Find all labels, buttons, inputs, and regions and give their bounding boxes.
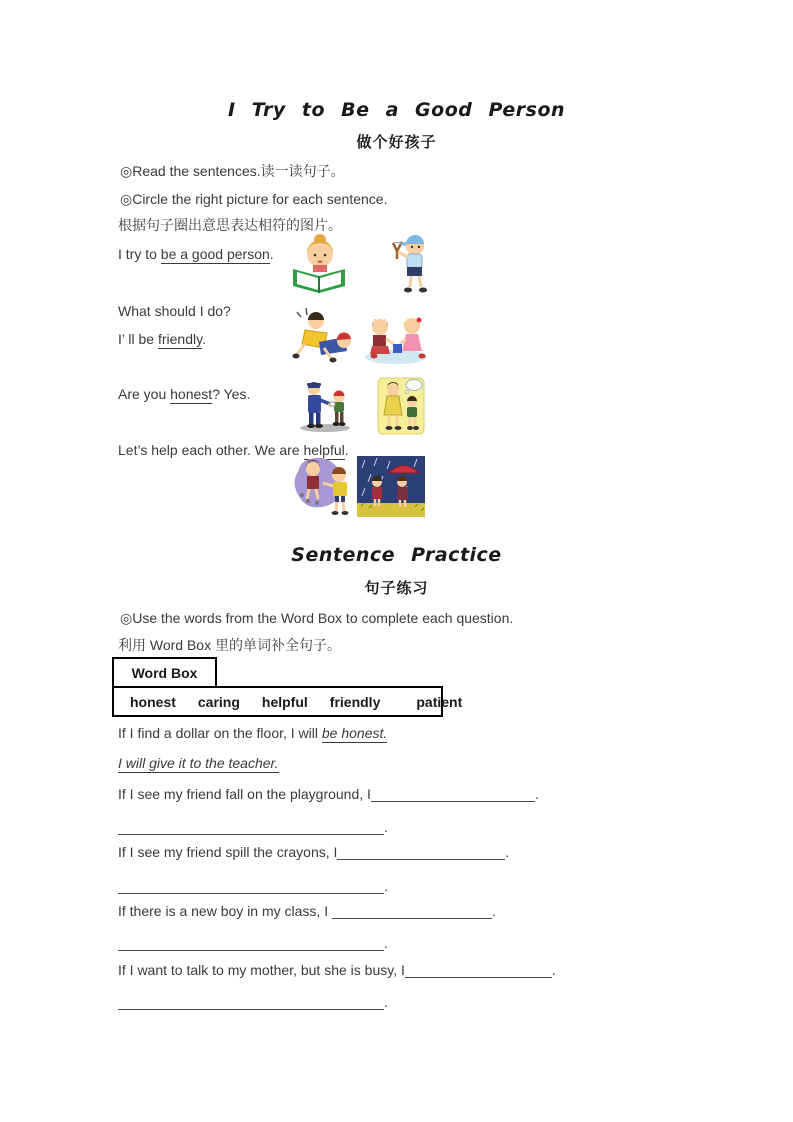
sentence-3 — [118, 385, 250, 403]
question-1-period: . — [534, 786, 539, 802]
question-1 — [118, 785, 539, 803]
kids-teasing-picture[interactable] — [291, 453, 354, 517]
sentence-3-underlined: honest — [170, 386, 213, 402]
question-1-continuation-period: . — [384, 819, 388, 835]
question-3-continuation-period: . — [384, 935, 388, 951]
word-friendly: friendly — [329, 693, 381, 710]
example-before: If I find a dollar on the floor, I will — [118, 725, 322, 741]
question-4-period: . — [551, 962, 556, 978]
question-3-period: . — [491, 903, 496, 919]
lesson-subtitle-zh: 做个好孩子 — [356, 134, 437, 151]
girl-reading-book-picture[interactable] — [287, 231, 351, 293]
example-answer: be honest. — [321, 725, 388, 741]
sentence-2-underlined: friendly — [157, 331, 203, 347]
word-box-list — [112, 686, 463, 717]
sentence-2-question: What should I do? — [118, 303, 231, 319]
question-2-text: If I see my friend spill the crayons, I — [118, 844, 338, 860]
sentence-2-after: . — [202, 331, 206, 347]
sentence-4-underlined: helpful — [303, 442, 345, 458]
instruction-read: ◎Read the sentences.读一读句子。 — [120, 163, 345, 179]
word-box-label: Word Box — [131, 664, 198, 681]
sentence-1 — [118, 245, 274, 263]
sentence-4-before: Let’s help each other. We are — [118, 442, 304, 458]
practice-title: Sentence Practice — [291, 544, 502, 566]
instruction-use-zh: 利用 Word Box 里的单词补全句子。 — [118, 637, 341, 653]
question-4-text: If I want to talk to my mother, but she is busy, I — [118, 962, 405, 978]
question-4-continuation-period: . — [384, 994, 388, 1010]
sentence-4-after: . — [344, 442, 349, 458]
instruction-circle-zh: 根据句子圈出意思表达相符的图片。 — [118, 217, 342, 233]
sentence-1-after: . — [269, 246, 274, 262]
question-3 — [118, 902, 496, 920]
sentence-3-after: ? Yes. — [212, 386, 251, 402]
question-1-continuation-blank[interactable] — [118, 820, 384, 835]
question-2-continuation — [118, 877, 388, 895]
question-2-continuation-blank[interactable] — [118, 879, 384, 894]
question-4-continuation-blank[interactable] — [118, 995, 384, 1010]
practice-subtitle-zh: 句子练习 — [364, 580, 429, 597]
question-3-text: If there is a new boy in my class, I — [118, 903, 332, 919]
mother-and-boy-picture[interactable] — [377, 377, 425, 435]
question-4-blank[interactable] — [405, 963, 552, 978]
sentence-2 — [118, 330, 206, 348]
instruction-circle: ◎Circle the right picture for each sentence. — [120, 191, 388, 207]
boys-fighting-picture[interactable] — [291, 306, 353, 365]
sentence-1-before: I try to — [118, 246, 161, 262]
question-1-continuation — [118, 818, 388, 836]
girls-playing-picture[interactable] — [360, 310, 432, 366]
umbrella-in-rain-picture[interactable] — [357, 456, 425, 517]
boy-and-policeman-picture[interactable] — [297, 376, 354, 433]
example-sentence — [118, 724, 387, 742]
lesson-title: I Try to Be a Good Person — [227, 99, 566, 121]
question-2-continuation-period: . — [384, 878, 388, 894]
question-1-text: If I see my friend fall on the playground, I — [118, 786, 371, 802]
sentence-3-before: Are you — [118, 386, 171, 402]
question-2-period: . — [505, 844, 510, 860]
word-helpful: helpful — [261, 693, 308, 710]
instruction-use: ◎Use the words from the Word Box to complete each question. — [120, 610, 514, 626]
question-2 — [118, 843, 509, 861]
question-4 — [118, 961, 556, 979]
question-2-blank[interactable] — [337, 845, 505, 860]
question-3-continuation-blank[interactable] — [118, 936, 384, 951]
example-answer-line2-wrap — [118, 754, 279, 772]
word-patient: patient — [416, 693, 463, 710]
question-4-continuation — [118, 993, 388, 1011]
question-3-continuation — [118, 934, 388, 952]
boy-with-slingshot-picture[interactable] — [383, 229, 433, 295]
word-honest: honest — [130, 693, 176, 710]
sentence-2-before: I’ ll be — [118, 331, 158, 347]
sentence-1-underlined: be a good person — [160, 246, 270, 262]
word-box-tab — [112, 657, 217, 688]
example-answer-line2: I will give it to the teacher. — [118, 755, 279, 771]
word-caring: caring — [197, 693, 240, 710]
question-1-blank[interactable] — [371, 787, 535, 802]
question-3-blank[interactable] — [332, 904, 492, 919]
